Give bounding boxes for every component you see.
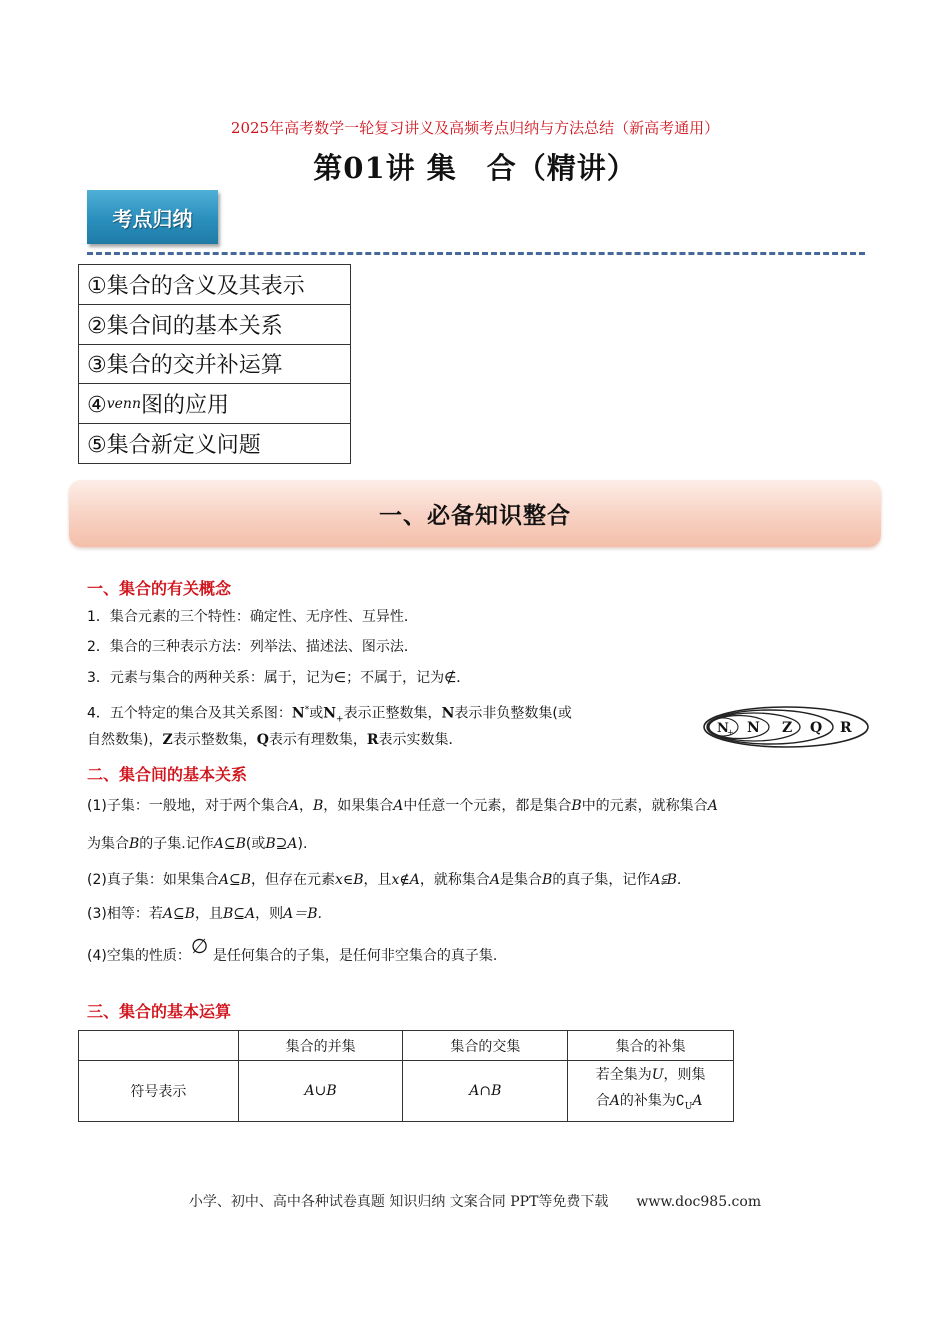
- table-header-cell: 集合的补集: [568, 1031, 734, 1061]
- topic-text: 集合间的基本关系: [106, 313, 283, 339]
- table-row: [79, 1061, 734, 1122]
- paragraph: 自然数集)，Z表示整数集，Q表示有理数集，R表示实数集．: [87, 732, 463, 748]
- topic-item: [79, 424, 351, 464]
- intersection-symbol: A∩B: [403, 1061, 568, 1122]
- table-header-row: [79, 1031, 734, 1061]
- footer-text: 小学、初中、高中各种试卷真题 知识归纳 文案合同 PPT等免费下载 www.doc985.com: [188, 1194, 762, 1210]
- topic-item: [79, 304, 351, 344]
- set-operations-table: [78, 1030, 734, 1122]
- paragraph: 为集合B的子集.记作A⊆B(或B⊇A).: [87, 836, 308, 852]
- topic-list: [78, 264, 351, 464]
- paragraph: (3)相等：若A⊆B，且B⊆A，则A＝B.: [87, 906, 322, 922]
- topic-venn-word: venn: [106, 396, 141, 413]
- row-label: 符号表示: [79, 1061, 239, 1122]
- paragraph: (4)空集的性质： ∅ 是任何集合的子集，是任何非空集合的真子集.: [87, 934, 498, 964]
- paragraph: 4．五个特定的集合及其关系图：N*或$N_+$表示正整数集，N表示非负整数集(或: [87, 705, 572, 725]
- set-label-r: R: [840, 720, 852, 736]
- series-title: 2025年高考数学一轮复习讲义及高频考点归纳与方法总结（新高考通用）: [230, 119, 720, 137]
- set-label-n: N: [747, 720, 760, 736]
- set-label-nplus: N: [717, 721, 729, 736]
- table-header-cell: [79, 1031, 239, 1061]
- topic-number: ④: [87, 393, 107, 419]
- topic-text: 集合的交并补运算: [106, 353, 283, 379]
- kaodian-badge: 考点归纳: [87, 190, 218, 244]
- topic-item: [79, 344, 351, 384]
- table-header-cell: 集合的并集: [238, 1031, 403, 1061]
- topic-number: ②: [87, 313, 107, 339]
- paragraph: 3．元素与集合的两种关系：属于，记为∈；不属于，记为∉．: [87, 670, 471, 686]
- set-label-z: Z: [782, 720, 793, 736]
- topic-number: ⑤: [87, 433, 107, 459]
- page-title: 第01讲 集 合（精讲）: [313, 151, 637, 185]
- plus-sign: +: [727, 728, 734, 737]
- topic-text: 图的应用: [140, 393, 229, 419]
- paragraph: (2)真子集：如果集合A⊆B，但存在元素x∈B，且x∉A，就称集合A是集合B的真子集，记作A⫋B.: [87, 872, 682, 888]
- section-heading: 二、集合间的基本关系: [87, 765, 248, 784]
- section-banner: 一、必备知识整合: [69, 480, 881, 547]
- union-symbol: A∪B: [238, 1061, 403, 1122]
- topic-text: 集合新定义问题: [106, 433, 261, 459]
- topic-text: 集合的含义及其表示: [106, 273, 305, 299]
- set-label-q: Q: [810, 720, 823, 736]
- table-header-cell: 集合的交集: [403, 1031, 568, 1061]
- dashed-divider: [87, 252, 865, 255]
- paragraph: (1)子集：一般地，对于两个集合A，B，如果集合A中任意一个元素，都是集合B中的元素，就称集合A: [87, 798, 718, 814]
- topic-item: [79, 265, 351, 305]
- empty-set-symbol: ∅: [190, 934, 209, 958]
- section-heading: 一、集合的有关概念: [87, 579, 232, 598]
- paragraph: 1．集合元素的三个特性：确定性、无序性、互异性．: [87, 609, 418, 625]
- topic-number: ③: [87, 353, 107, 379]
- complement-cell: 若全集为U，则集 合A的补集为$∁_UA$: [568, 1061, 734, 1122]
- topic-item: [79, 384, 351, 424]
- section-heading: 三、集合的基本运算: [87, 1002, 232, 1021]
- topic-number: ①: [87, 273, 107, 299]
- number-set-diagram: [702, 704, 870, 750]
- paragraph: 2．集合的三种表示方法：列举法、描述法、图示法．: [87, 639, 418, 655]
